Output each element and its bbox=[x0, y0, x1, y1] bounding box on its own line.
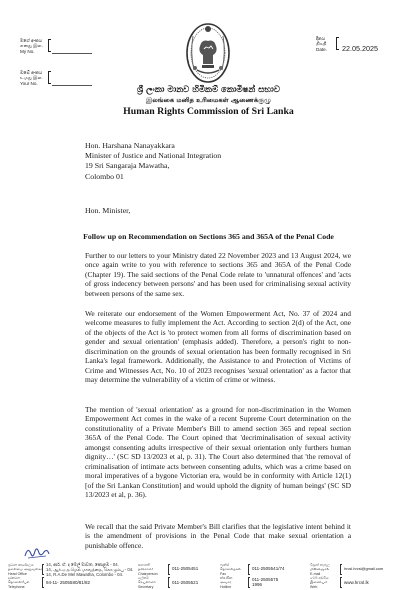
your-number-block bbox=[20, 70, 43, 86]
telephone-value: 94-11- 2505580/81/82 bbox=[46, 580, 90, 585]
letter-subject: Follow up on Recommendation on Sections 365 and 365A of the Penal Code bbox=[83, 232, 334, 241]
footer-bracket bbox=[248, 564, 250, 575]
footer-web bbox=[310, 576, 329, 589]
web-label-si: වෙබ් අඩවිය bbox=[310, 576, 329, 580]
footer-hotline bbox=[220, 576, 232, 589]
hotline-numbers bbox=[252, 577, 278, 587]
footer-address bbox=[46, 563, 133, 577]
footer-bracket bbox=[42, 564, 44, 575]
address-line-ta: 14, ஆர்.ஏ.த.மெல் மாவத்தை, கொழும்பு - 04. bbox=[46, 566, 134, 572]
hotline-label-ta: அவசர bbox=[220, 580, 232, 585]
head-office-label-en: Head Office bbox=[8, 571, 27, 576]
your-number-bracket bbox=[48, 71, 51, 84]
head-office-label-ta: தலைமை அலுவலகம் bbox=[8, 567, 44, 572]
my-number-bracket bbox=[48, 39, 51, 52]
paragraph-2: We reiterate our endorsement of the Women Empowerment Act, No. 37 of 2024 and welcome measures to fully implement the Act. According to section 2(d) of the Act, one of the objects of the Act is 'to protect women from all forms of discrimination based on gender and sexual orientation' (emphasis added). Therefore, a person's right to non-discrimination on the grounds of sexual orientation has been formally recognised in Sri Lanka's legal framework. Additionally, the Assistance to and Protection of Victims of Crime and Witnesses Act, No. 10 of 2023 recognises 'sexual orientation' as a factor that may determine the vulnerability of a victim of crime or witness. bbox=[85, 309, 351, 385]
email-label-ta: மின்னஞ்சல் bbox=[310, 567, 330, 572]
recipient-city: Colombo 01 bbox=[85, 171, 124, 181]
fax-number: 011-2505541/74 bbox=[252, 566, 285, 571]
web-label-en: Web bbox=[310, 584, 318, 589]
fax-label-ta: தொலைநகல் bbox=[220, 567, 241, 572]
email-address[interactable]: hrcsl.hrcsl@gmail.com bbox=[344, 566, 384, 571]
date-bracket bbox=[336, 37, 339, 50]
sri-lanka-emblem-icon bbox=[185, 22, 231, 84]
footer-bracket bbox=[168, 564, 170, 575]
footer-bracket bbox=[248, 577, 250, 588]
my-number-line bbox=[52, 53, 92, 54]
organisation-name-english: Human Rights Commission of Sri Lanka bbox=[123, 106, 294, 117]
secretary-label-ta: செயலாளர் bbox=[138, 580, 156, 585]
recipient-address bbox=[85, 141, 221, 182]
telephone-label-si: දුරකථන bbox=[8, 576, 21, 580]
my-number-label-ta: எனது இல. bbox=[20, 43, 43, 49]
web-label-ta: இணையம் bbox=[310, 580, 328, 585]
chairperson-label-si: සභාපති bbox=[138, 563, 150, 567]
organisation-name-sinhala: ශ්‍රී ලංකා මානව හිමිකම් කොමිෂන් සභාව bbox=[137, 85, 280, 95]
address-line-en: 14, R.A.De Mel Mawatha, Colombo - 04. bbox=[46, 571, 124, 577]
fax-label-si: ෆැක්ස් bbox=[220, 563, 229, 567]
hotline-number: 011-2505575 bbox=[252, 577, 279, 582]
my-number-block bbox=[20, 38, 43, 54]
my-number-label-si: මගේ අංකය bbox=[20, 38, 43, 43]
footer-bracket bbox=[42, 577, 44, 588]
hotline-label-si: ක්ෂණික bbox=[220, 576, 233, 580]
secretary-label-si: ලේකම් bbox=[138, 576, 149, 580]
my-number-label-en: My No. bbox=[20, 48, 35, 54]
footer-bracket bbox=[168, 577, 170, 588]
footer-fax bbox=[220, 563, 241, 576]
address-line-si: 14, ආර්. ඒ. ද මෙල් මාවත, කොළඹ - 04. bbox=[46, 562, 119, 567]
secretary-phone: 011-2505521 bbox=[172, 580, 199, 585]
footer-email bbox=[310, 563, 330, 576]
footer-head-office bbox=[8, 563, 43, 576]
footer-chairperson bbox=[138, 563, 158, 576]
head-office-label-si: ප්‍රධාන කාර්යාලය bbox=[8, 563, 34, 567]
paragraph-4: We recall that the said Private Member's Bill clarifies that the legislative intent behind it is the amendment of provisions in the Penal Code that make sexual orientation a punishable offence. bbox=[85, 522, 351, 550]
footer-bracket bbox=[340, 564, 342, 575]
chairperson-label-en: Chairperson bbox=[138, 571, 158, 576]
paragraph-3: The mention of 'sexual orientation' as a ground for non-discrimination in the Women Empowerment Act comes in the wake of a recent Supreme Court determination on the constitutionality of a Private Member's Bill to amend section 365 and repeal section 365A of the Penal Code. The Court opined that 'decriminalisation of sexual activity amongst consenting adults irrespective of their sexual orientation only furthers human dignity…' (SC SD 13/2023 et al, p. 31). The Court also determined that 'the removal of criminalisation of intimate acts between consenting adults, which was a crime based on moral imperatives of a bygone Victorian era, would be in conformity with Article 12(1) [of the Sri Lankan Constitution] and would uphold the dignity of human beings' (SC SD 13/2023 et al, p. 36). bbox=[85, 405, 351, 500]
letterhead-footer bbox=[8, 563, 412, 589]
hotline-short-number: 1996 bbox=[252, 582, 263, 588]
your-number-label-si: ඔබේ අංකය bbox=[20, 70, 43, 75]
recipient-street: 19 Sri Sangaraja Mawatha, bbox=[85, 161, 170, 171]
fax-label-en: Fax bbox=[220, 571, 226, 576]
footer-telephone bbox=[8, 576, 29, 589]
letter-date: 22.05.2025 bbox=[342, 44, 378, 53]
email-label-en: E-mail bbox=[310, 571, 321, 576]
recipient-title: Minister of Justice and National Integration bbox=[85, 151, 222, 161]
your-number-label-en: Your No. bbox=[20, 80, 38, 86]
telephone-label-ta: தொலைபேசி bbox=[8, 580, 30, 585]
date-label-si: දිනය bbox=[316, 36, 326, 41]
organisation-name-tamil: இலங்கை மனித உரிமைகள் ஆணைக்குழு bbox=[146, 96, 271, 104]
date-label-en: Date. bbox=[316, 46, 327, 52]
footer-bracket bbox=[340, 577, 342, 588]
salutation: Hon. Minister, bbox=[85, 206, 131, 215]
chairperson-label-ta: தவிசாளர் bbox=[138, 567, 154, 572]
date-label-ta: திகதி bbox=[316, 41, 327, 47]
chairperson-phone: 011-2505451 bbox=[172, 566, 199, 571]
date-block bbox=[316, 36, 327, 52]
telephone-label-en: Telephone bbox=[8, 584, 25, 589]
your-number-label-ta: உமது இல. bbox=[20, 75, 43, 81]
paragraph-1: Further to our letters to your Ministry dated 22 November 2023 and 13 August 2024, we once again write to you with reference to sections 365 and 365A of the Penal Code (Chapter 19). The said sections of the Penal Code relate to 'unnatural offences' and 'acts of gross indecency between persons' and has been used for criminalising sexual activity between persons of the same sex. bbox=[85, 251, 351, 298]
hotline-label-en: Hotline bbox=[220, 584, 232, 589]
email-label-si: විද්‍යුත් තැපෑල bbox=[310, 563, 330, 567]
handwritten-initials bbox=[22, 543, 56, 561]
secretary-label-en: Secretary bbox=[138, 584, 154, 589]
recipient-name: Hon. Harshana Nanayakkara bbox=[85, 141, 175, 150]
footer-secretary bbox=[138, 576, 156, 589]
website-url[interactable]: www.hrcsl.lk bbox=[344, 580, 369, 585]
